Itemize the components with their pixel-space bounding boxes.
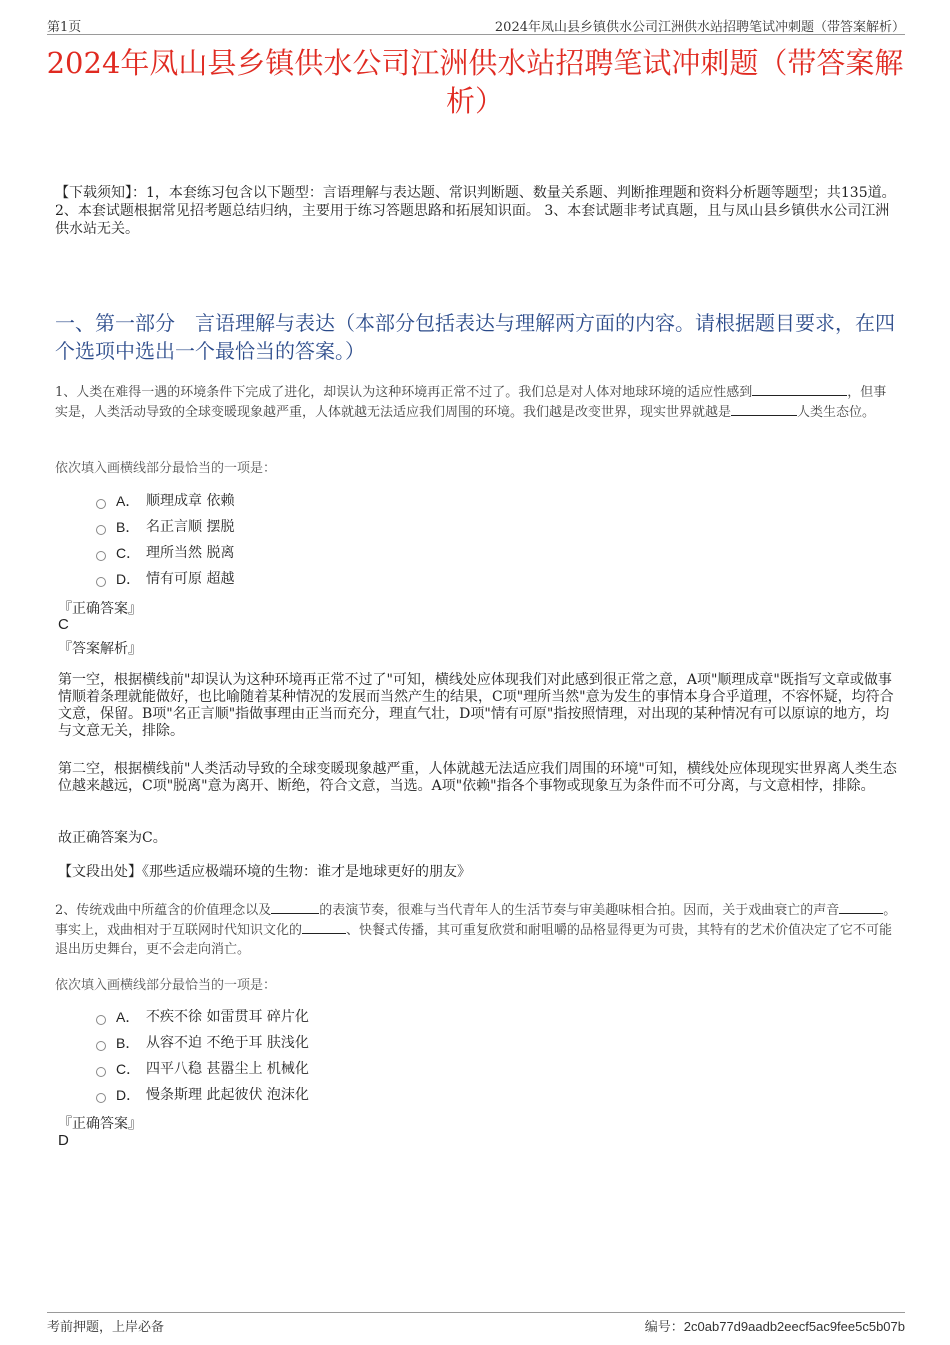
option-letter: B． (116, 1035, 140, 1051)
q1-options (96, 488, 234, 592)
option-text: 从容不迫 不绝于耳 肤浅化 (146, 1035, 309, 1051)
footer-code (645, 1316, 905, 1335)
q2-option-d[interactable] (96, 1082, 309, 1108)
page-header (47, 14, 905, 35)
option-letter: C． (116, 1061, 141, 1077)
q1-text-part3: 人类生态位。 (797, 405, 876, 420)
q2-text-part2: 的表演节奏，很难与当代青年人的生活节奏与审美趣味相合拍。因而，关于戏曲衰亡的声音 (319, 903, 840, 918)
q2-text-part4: 、快餐式传播，其可重复欣赏和耐咀嚼的品格显得更为可贵，其特有的艺术价值决定了它不可能退出历史舞台，更不会走向消亡。 (55, 923, 893, 957)
document-title: 2024年凤山县乡镇供水公司江洲供水站招聘笔试冲刺题（带答案解析） (46, 46, 904, 118)
q2-blank-2 (839, 900, 883, 914)
question-2-stem (55, 900, 898, 959)
q1-blank-2 (731, 402, 797, 416)
radio-icon[interactable] (96, 551, 106, 561)
footer-slogan: 考前押题，上岸必备 (47, 1320, 165, 1335)
q1-option-b[interactable] (96, 514, 234, 540)
download-notice: 【下载须知】：1，本套练习包含以下题型：言语理解与表达题、常识判断题、数量关系题、判断推理题和资料分析题等题型；共135道。 2、本套试题根据常见招考题总结归纳，主要用于练习答题思路和拓展知识面。 3、本套试题非考试真题，且与凤山县乡镇供水公司江洲供水站无关。 (55, 185, 896, 237)
radio-icon[interactable] (96, 1093, 106, 1103)
q1-analysis-paragraph-2: 第二空，根据横线前"人类活动导致的全球变暖现象越严重，人体就越无法适应我们周围的环境"可知，横线处应体现现实世界离人类生态位越来越远，C项"脱离"意为离开、断绝，符合文意，当选。A项"依赖"指各个事物或现象互为条件而不可分离，与文意相悖，排除。 (58, 761, 897, 794)
option-letter: A． (116, 1009, 140, 1025)
q2-options (96, 1004, 309, 1108)
q1-text-part2: ，但事实是，人类活动导致的全球变暖现象越严重，人体就越无法适应我们周围的环境。我们越是改变世界，现实世界就越是 (55, 385, 887, 420)
q1-answer-label: 『正确答案』 (58, 601, 142, 617)
option-text: 四平八稳 甚嚣尘上 机械化 (146, 1061, 309, 1077)
q2-text-part1: 2、传统戏曲中所蕴含的价值理念以及 (55, 903, 272, 918)
option-text: 名正言顺 摆脱 (146, 519, 235, 535)
page-footer (47, 1312, 905, 1333)
footer-code-label: 编号： (644, 1320, 684, 1335)
q2-blank-1 (271, 900, 319, 914)
q1-analysis-label: 『答案解析』 (58, 641, 142, 657)
q1-source: 【文段出处】《那些适应极端环境的生物：谁才是地球更好的朋友》 (58, 864, 471, 880)
option-letter: B． (116, 519, 140, 535)
radio-icon[interactable] (96, 1041, 106, 1051)
footer-code-value: 2c0ab77d9aadb2eecf5ac9fee5c5b07b (683, 1319, 905, 1334)
q1-option-a[interactable] (96, 488, 234, 514)
q2-option-b[interactable] (96, 1030, 309, 1056)
q2-answer-label: 『正确答案』 (58, 1116, 142, 1132)
q1-text-part1: 1、人类在难得一遇的环境条件下完成了进化，却误认为这种环境再正常不过了。我们总是对人体对地球环境的适应性感到 (55, 385, 753, 400)
radio-icon[interactable] (96, 525, 106, 535)
radio-icon[interactable] (96, 1067, 106, 1077)
option-letter: A． (116, 493, 140, 509)
question-1-stem (55, 382, 898, 422)
radio-icon[interactable] (96, 1015, 106, 1025)
q2-option-a[interactable] (96, 1004, 309, 1030)
option-letter: D． (116, 1087, 141, 1103)
radio-icon[interactable] (96, 499, 106, 509)
q2-blank-3 (302, 920, 346, 934)
option-text: 情有可原 超越 (146, 571, 235, 587)
header-doc-title: 2024年凤山县乡镇供水公司江洲供水站招聘笔试冲刺题（带答案解析） (494, 20, 905, 35)
radio-icon[interactable] (96, 577, 106, 587)
option-letter: D． (116, 571, 141, 587)
q2-option-c[interactable] (96, 1056, 309, 1082)
q1-conclusion: 故正确答案为C。 (58, 830, 167, 846)
option-text: 不疾不徐 如雷贯耳 碎片化 (146, 1009, 309, 1025)
option-text: 慢条斯理 此起彼伏 泡沫化 (146, 1087, 309, 1103)
q1-answer: C (58, 616, 69, 633)
q2-instruction: 依次填入画横线部分最恰当的一项是： (55, 978, 277, 993)
option-text: 顺理成章 依赖 (146, 493, 235, 509)
section-heading: 一、第一部分 言语理解与表达（本部分包括表达与理解两方面的内容。请根据题目要求，在四个选项中选出一个最恰当的答案。） (55, 311, 895, 363)
q1-option-d[interactable] (96, 566, 234, 592)
q2-text-part3: 。事实上，戏曲相对于互联网时代知识文化的 (55, 903, 897, 938)
q2-answer: D (58, 1132, 69, 1149)
q1-analysis-paragraph-1: 第一空，根据横线前"却误认为这种环境再正常不过了"可知，横线处应体现我们对此感到很正常之意，A项"顺理成章"既指写文章或做事情顺着条理就能做好，也比喻随着某种情况的发展而当然产生的结果，C项"理所当然"意为发生的事情本身合乎道理，不容怀疑，均符合文意，保留。B项"名正言顺"指做事理由正当而充分，理直气壮，D项"情有可原"指按照情理，对出现的某种情况有可以原谅的地方，均与文意无关，排除。 (58, 672, 894, 739)
q1-option-c[interactable] (96, 540, 234, 566)
q1-instruction: 依次填入画横线部分最恰当的一项是： (55, 461, 277, 476)
page-number: 第1页 (47, 20, 82, 35)
option-text: 理所当然 脱离 (146, 545, 235, 561)
q1-blank-1 (752, 382, 847, 396)
option-letter: C． (116, 545, 141, 561)
